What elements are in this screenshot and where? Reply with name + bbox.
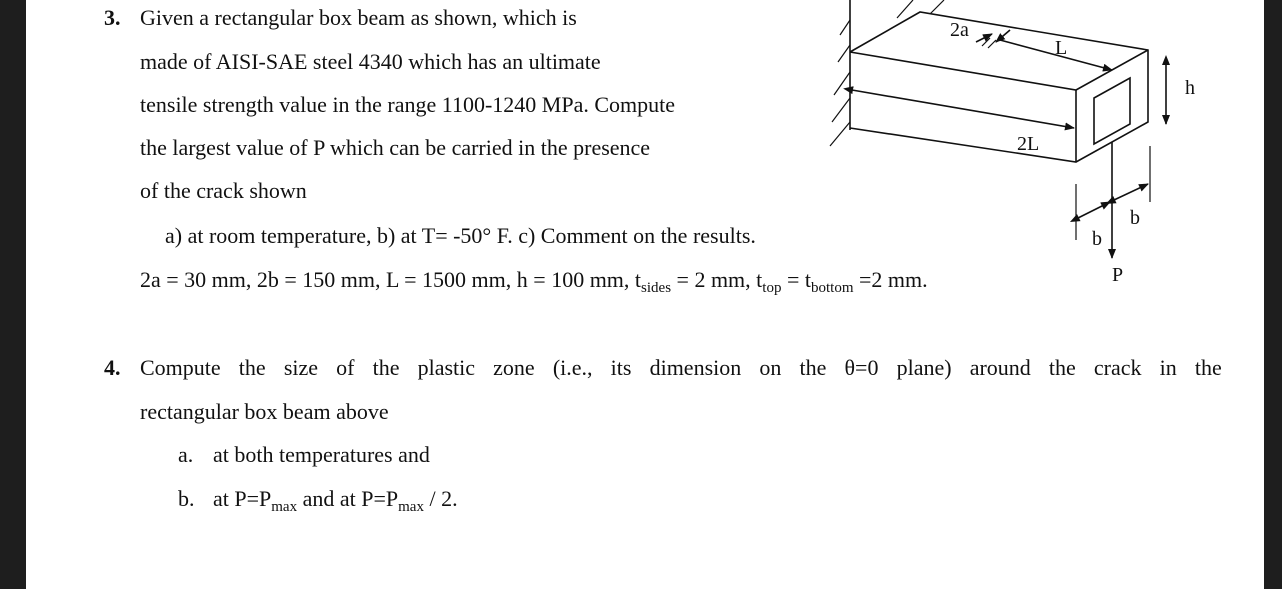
label-2L: 2L: [1017, 133, 1040, 155]
q4-word: plastic: [417, 355, 476, 380]
q4-word: its: [610, 355, 632, 380]
q3-line-3: tensile strength value in the range 1100-1240 MPa. Compute: [140, 92, 676, 117]
q4-word: size: [283, 355, 319, 380]
q4-word: the: [799, 355, 827, 380]
q3-line-5: of the crack shown: [140, 178, 307, 203]
q3-line-2: made of AISI-SAE steel 4340 which has an ultimate: [140, 49, 601, 74]
label-2a: 2a: [950, 19, 969, 41]
q4-word: on: [759, 355, 782, 380]
dimension-b-left-arrow: [1078, 202, 1110, 218]
dimension-b-right-arrow: [1114, 184, 1148, 200]
q4-word: of: [336, 355, 355, 380]
q4-word: crack: [1093, 355, 1142, 380]
q4-word: the: [1194, 355, 1222, 380]
q3-parts: a) at room temperature, b) at T= -50° F. c) Comment on the results.: [165, 223, 756, 248]
label-h: h: [1185, 77, 1195, 99]
dims-bottom-sub: bottom: [810, 280, 854, 296]
q4-word: θ=0: [844, 355, 879, 380]
q4-word: the: [372, 355, 400, 380]
q4-word: the: [238, 355, 266, 380]
q4-line-1: [140, 355, 1222, 381]
q4-number: 4.: [104, 355, 121, 380]
dims-sides-sub: sides: [641, 280, 672, 296]
q4-word: zone: [493, 355, 535, 380]
q4-word: dimension: [649, 355, 742, 380]
dims-seg3: = t: [781, 267, 811, 292]
label-P: P: [1112, 264, 1124, 286]
item-b-seg3: / 2.: [423, 486, 458, 511]
q4-line-2: rectangular box beam above: [140, 399, 389, 424]
dims-seg4: =2 mm.: [853, 267, 928, 292]
q3-line-1: Given a rectangular box beam as shown, which is: [140, 5, 577, 30]
q4-word: around: [969, 355, 1031, 380]
crack-2a-marks: [976, 30, 1010, 48]
q4-word: in: [1159, 355, 1177, 380]
item-b-sub1: max: [271, 499, 298, 515]
q3-line-4: the largest value of P which can be carried in the presence: [140, 135, 651, 160]
dims-seg2: = 2 mm, t: [671, 267, 763, 292]
q4-word: (i.e.,: [552, 355, 593, 380]
item-b-sub2: max: [398, 499, 424, 515]
item-b-seg2: and at P=P: [297, 486, 399, 511]
q4-word: plane): [896, 355, 952, 380]
wall-hatching: [830, 20, 850, 146]
box-top-edge: [850, 50, 1148, 90]
label-L: L: [1055, 37, 1068, 59]
q4-item-b-marker: b.: [178, 486, 195, 511]
item-b-seg1: at P=P: [213, 486, 272, 511]
q4-word: Compute: [140, 355, 221, 380]
q4-item-b: [213, 486, 458, 520]
q3-number: 3.: [104, 5, 121, 30]
label-b-left: b: [1092, 228, 1102, 250]
q4-item-a: at both temperatures and: [213, 442, 430, 467]
q4-item-a-marker: a.: [178, 442, 194, 467]
label-b-right: b: [1130, 207, 1140, 229]
dimension-2L-arrow: [852, 90, 1074, 128]
dims-top-sub: top: [762, 280, 782, 296]
dims-seg1: 2a = 30 mm, 2b = 150 mm, L = 1500 mm, h = 100 mm, t: [140, 267, 642, 292]
q4-word: the: [1048, 355, 1076, 380]
